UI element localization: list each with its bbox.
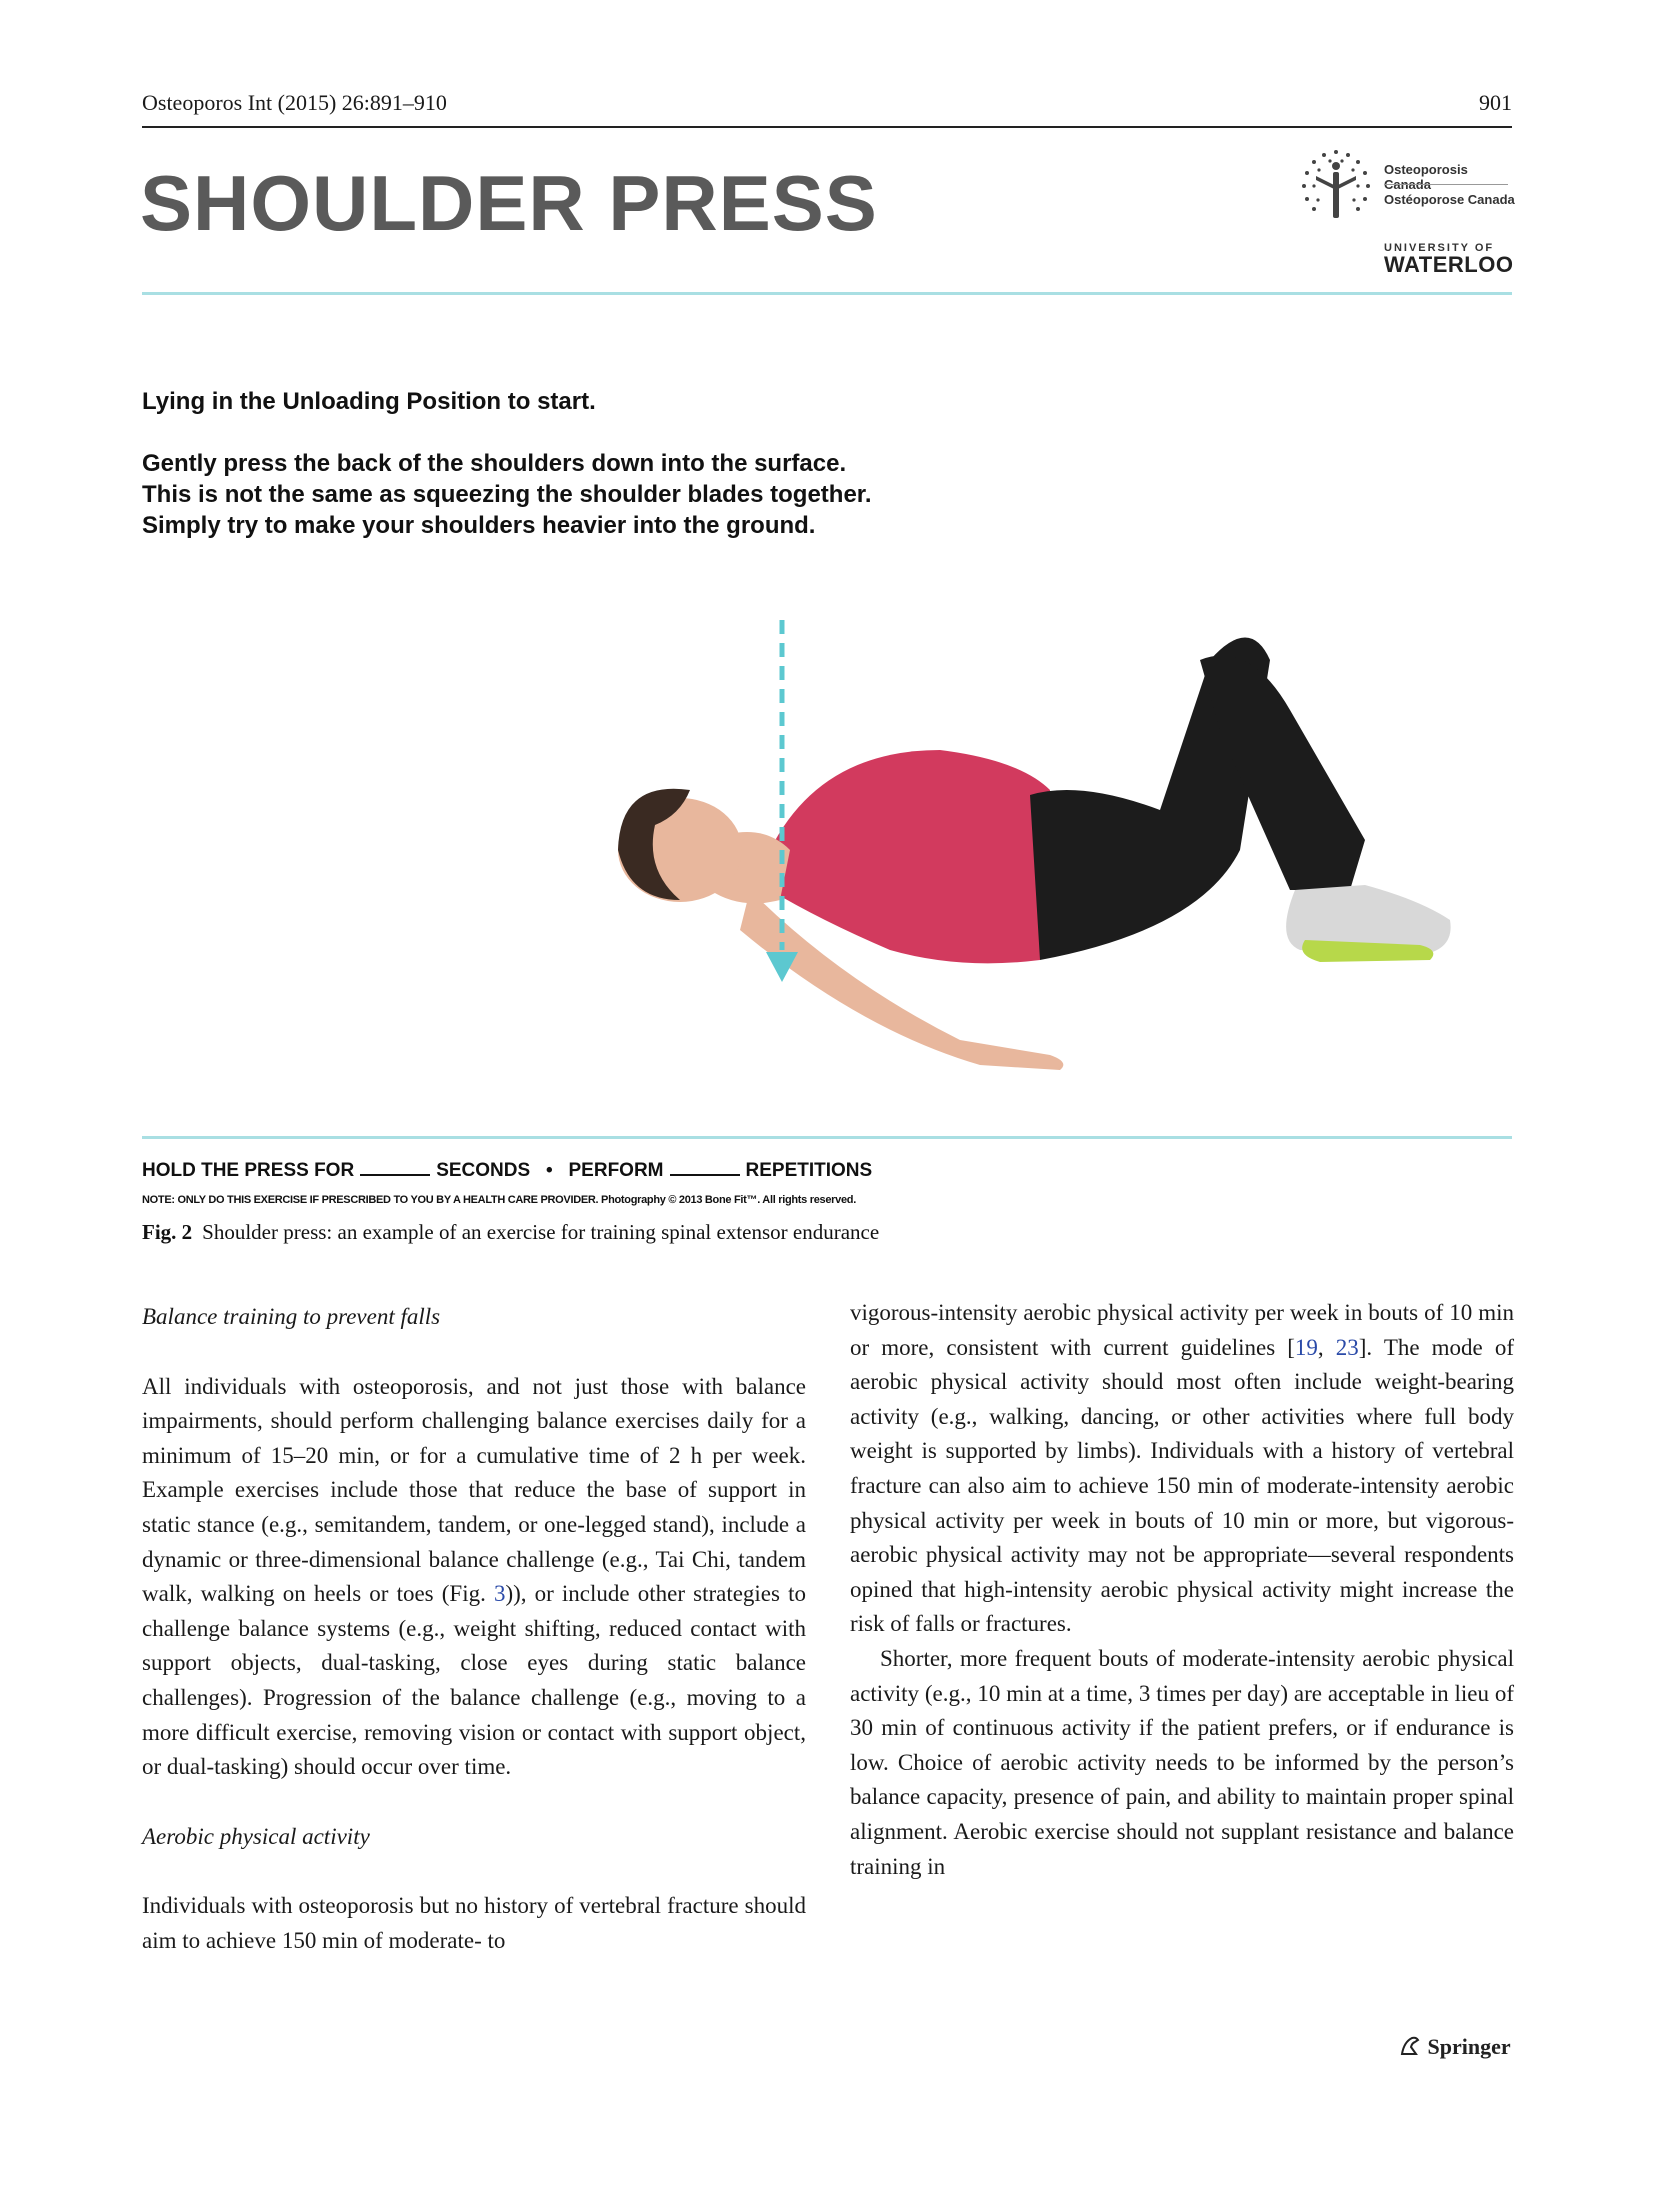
sponsor-logos bbox=[1296, 146, 1516, 278]
osteoporose-canada-fr: Ostéoporose Canada bbox=[1384, 192, 1515, 207]
right-column bbox=[850, 1296, 1514, 1884]
osteoporosis-canada-en: Osteoporosis Canada bbox=[1384, 162, 1468, 192]
exercise-photo bbox=[560, 600, 1480, 1120]
seconds-blank bbox=[360, 1160, 430, 1176]
paragraph: All individuals with osteoporosis, and not just those with balance impairments, should perform challenging balance exercises daily for a minimum of 15–20 min, or for a cumulative time of 2 h per week. Example exercises include those that reduce the base of support in static stance (e.g., semitandem, tandem, or one-legged stand), include a dynamic or three-dimensional balance challenge (e.g., Tai Chi, tandem walk, walking on heels or toes (Fig. 3)), or include other strategies to challenge balance systems (e.g., weight shifting, reduced contact with support objects, dual-tasking, close eyes during static balance challenges). Progression of the balance challenge (e.g., moving to a more difficult exercise, removing vision or contact with support object, or dual-tasking) should occur over time. bbox=[142, 1373, 806, 1780]
publisher-name: Springer bbox=[1427, 2034, 1511, 2059]
paragraph: Individuals with osteoporosis but no history of vertebral fracture should aim to achieve 150 min of moderate- to bbox=[142, 1893, 806, 1953]
paragraph: vigorous-intensity aerobic physical activity per week in bouts of 10 min or more, consistent with current guidelines [19, 23]. The mode of aerobic physical activity should most often include weight-bearing activity (e.g., walking, dancing, or other activities where full body weight is supported by limbs). Individuals with a history of vertebral fracture can also aim to achieve 150 min of moderate-intensity aerobic physical activity per week in bouts of 10 min or more, but vigorous-aerobic physical activity may not be appropriate—several respondents opined that high-intensity aerobic physical activity might increase the risk of falls or fractures. bbox=[850, 1300, 1515, 1637]
seconds-label: SECONDS bbox=[436, 1160, 531, 1181]
instruction-line: Simply try to make your shoulders heavier into the ground. bbox=[142, 512, 816, 539]
left-column bbox=[142, 1300, 806, 1959]
footer-rule bbox=[142, 1136, 1512, 1139]
header-rule bbox=[142, 292, 1512, 295]
paragraph: Shorter, more frequent bouts of moderate-intensity aerobic physical activity (e.g., 10 min at a time, 3 times per day) are acceptable in lieu of 30 min of continuous activity if the patient prefers, or if endurance is low. Choice of aerobic activity needs to be informed by the person’s balance capacity, presence of pain, and ability to maintain proper spinal alignment. Aerobic exercise should not supplant resistance and balance training in bbox=[850, 1645, 1514, 1879]
instruction-line: Gently press the back of the shoulders down into the surface. bbox=[142, 450, 847, 477]
instruction-start: Lying in the Unloading Position to start. bbox=[142, 388, 596, 415]
perform-label: PERFORM bbox=[568, 1160, 664, 1181]
citation-link[interactable]: 19 bbox=[1294, 1334, 1318, 1360]
springer-horse-icon bbox=[1398, 2034, 1422, 2058]
page-title: SHOULDER PRESS bbox=[140, 159, 878, 247]
figure-label: Fig. 2 bbox=[142, 1220, 193, 1244]
instruction-line: This is not the same as squeezing the shoulder blades together. bbox=[142, 481, 872, 508]
journal-citation: Osteoporos Int (2015) 26:891–910 bbox=[142, 90, 447, 115]
hold-instruction bbox=[142, 1160, 872, 1182]
caption-text: Shoulder press: an example of an exercise for training spinal extensor endurance bbox=[202, 1220, 880, 1244]
repetitions-blank bbox=[670, 1160, 740, 1176]
running-head bbox=[142, 86, 1512, 128]
hold-label: HOLD THE PRESS FOR bbox=[142, 1160, 355, 1181]
section-heading-aerobic: Aerobic physical activity bbox=[142, 1823, 370, 1849]
figure-caption bbox=[142, 1220, 879, 1245]
bullet-separator: • bbox=[546, 1160, 553, 1181]
uw-logo-main: WATERLOO bbox=[1384, 252, 1514, 277]
figure-link[interactable]: 3 bbox=[493, 1581, 506, 1607]
citation-link[interactable]: 23 bbox=[1335, 1334, 1359, 1360]
page-number: 901 bbox=[1479, 90, 1512, 115]
logo-divider bbox=[1384, 184, 1508, 185]
prescription-note: NOTE: ONLY DO THIS EXERCISE IF PRESCRIBED TO YOU BY A HEALTH CARE PROVIDER. Photography © 2013 Bone Fit™. All rights reserved. bbox=[142, 1194, 856, 1206]
woman-lying-figure bbox=[560, 600, 1480, 1120]
osteoporosis-canada-logo-icon bbox=[1296, 146, 1376, 226]
section-heading-balance: Balance training to prevent falls bbox=[142, 1304, 441, 1329]
uw-logo-top: UNIVERSITY OF bbox=[1384, 242, 1495, 254]
publisher-logo bbox=[1398, 2034, 1511, 2060]
repetitions-label: REPETITIONS bbox=[745, 1160, 873, 1181]
